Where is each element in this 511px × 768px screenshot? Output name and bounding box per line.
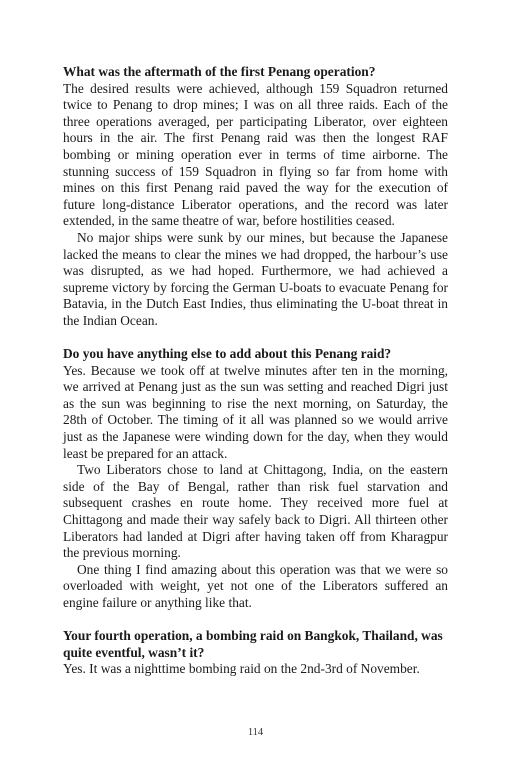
answer-paragraph: No major ships were sunk by our mines, but because the Japanese lacked the means to clear the mines we had dropped, the harbour’s use was disrupted, as we had hoped. Furthermore, we had achieved a supreme victory by forcing the German U-boats to evacuate Penang for Batavia, in the Dutch East Indies, thus eliminating the U-boat threat in the Indian Ocean.	[63, 229, 448, 328]
answer-paragraph: Yes. Because we took off at twelve minutes after ten in the morning, we arrived at Penang just as the sun was setting and reached Digri just as the sun was beginning to rise the next morning, on Saturday, the 28th of October. The timing of it all was planned so we would arrive just as the Japanese were winding down for the day, when they would least be prepared for an attack.	[63, 362, 448, 461]
question-heading: What was the aftermath of the first Penang operation?	[63, 64, 376, 79]
answer-paragraph: The desired results were achieved, although 159 Squadron returned twice to Penang to drop mines; I was on all three raids. Each of the three operations averaged, per participating Liberator, over eighteen hours in the air. The first Penang raid was then the longest RAF bombing or mining operation ever in terms of time airborne. The stunning success of 159 Squadron in flying so far from home with mines on this first Penang raid paved the way for the execution of future long-distance Liberator operations, and the record was later extended, in the same theatre of war, before hostilities ceased.	[63, 80, 448, 229]
page-number: 114	[247, 727, 264, 738]
question-heading: Do you have anything else to add about this Penang raid?	[63, 346, 392, 362]
qa-section-bangkok-raid	[63, 628, 448, 678]
answer-paragraph: One thing I find amazing about this operation was that we were so overloaded with weight, yet not one of the Liberators suffered an engine failure or anything like that.	[63, 561, 448, 610]
answer-paragraph: Yes. It was a nighttime bombing raid on the 2nd-3rd of November.	[63, 661, 420, 677]
page-body	[63, 64, 448, 678]
question-heading: Your fourth operation, a bombing raid on Bangkok, Thailand, was quite eventful, wasn’t it?	[63, 628, 443, 660]
qa-section-aftermath	[63, 64, 448, 330]
qa-section-penang-raid	[63, 346, 448, 612]
answer-paragraph: Two Liberators chose to land at Chittagong, India, on the eastern side of the Bay of Bengal, rather than risk fuel starvation and subsequent crashes en route home. They received more fuel at Chittagong and made their way safely back to Digri. All thirteen other Liberators had landed at Digri after having taken off from Kharagpur the previous morning.	[63, 462, 448, 561]
